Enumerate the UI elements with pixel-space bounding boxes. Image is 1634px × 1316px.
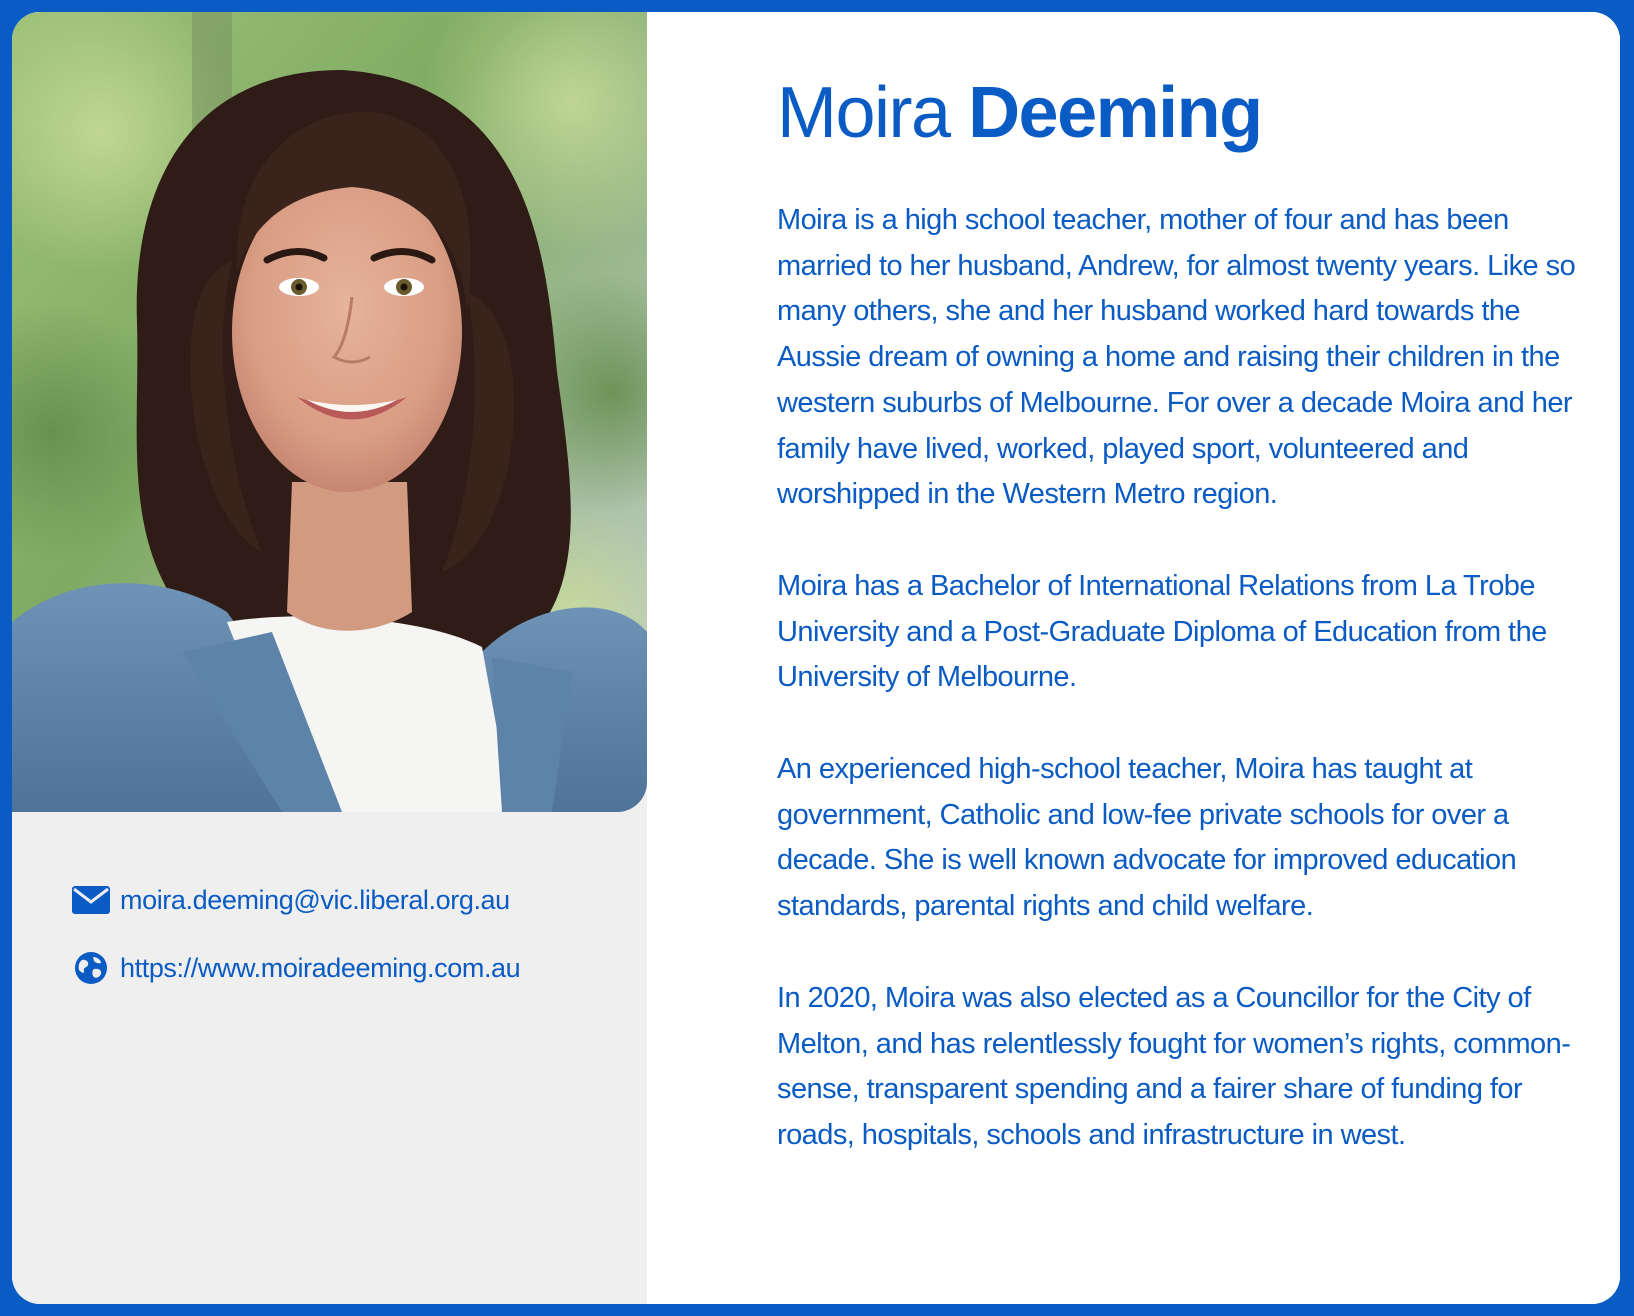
envelope-icon <box>72 883 110 917</box>
right-panel <box>647 12 1620 1304</box>
page-title <box>777 72 1262 155</box>
website-url: https://www.moiradeeming.com.au <box>120 952 521 983</box>
first-name: Moira <box>777 73 950 153</box>
profile-card <box>12 12 1620 1304</box>
email-link[interactable] <box>72 880 510 920</box>
bio-paragraph: An experienced high-school teacher, Moira has taught at government, Catholic and low-fee private schools for over a decade. She is well known advocate for improved education standards, parental rights and child welfare. <box>777 753 1517 923</box>
left-panel <box>12 12 647 1304</box>
globe-icon <box>72 951 110 985</box>
bio-section <box>777 198 1577 1205</box>
website-link[interactable] <box>72 948 520 988</box>
email-address: moira.deeming@vic.liberal.org.au <box>120 884 510 915</box>
last-name: Deeming <box>968 73 1262 153</box>
portrait-photo <box>12 12 647 812</box>
bio-paragraph: In 2020, Moira was also elected as a Councillor for the City of Melton, and has relentlessly fought for women’s rights, common-sense, transparent spending and a fairer share of funding for roads, hospitals, schools and infrastructure in west. <box>777 981 1571 1151</box>
bio-paragraph: Moira has a Bachelor of International Relations from La Trobe University and a Post-Graduate Diploma of Education from the University of Melbourne. <box>777 569 1547 694</box>
bio-paragraph: Moira is a high school teacher, mother of four and has been married to her husband, Andrew, for almost twenty years. Like so many others, she and her husband worked hard towards the Aussie dream of owning a home and raising their children in the western suburbs of Melbourne. For over a decade Moira and her family have lived, worked, played sport, volunteered and worshipped in the Western Metro region. <box>777 204 1576 511</box>
